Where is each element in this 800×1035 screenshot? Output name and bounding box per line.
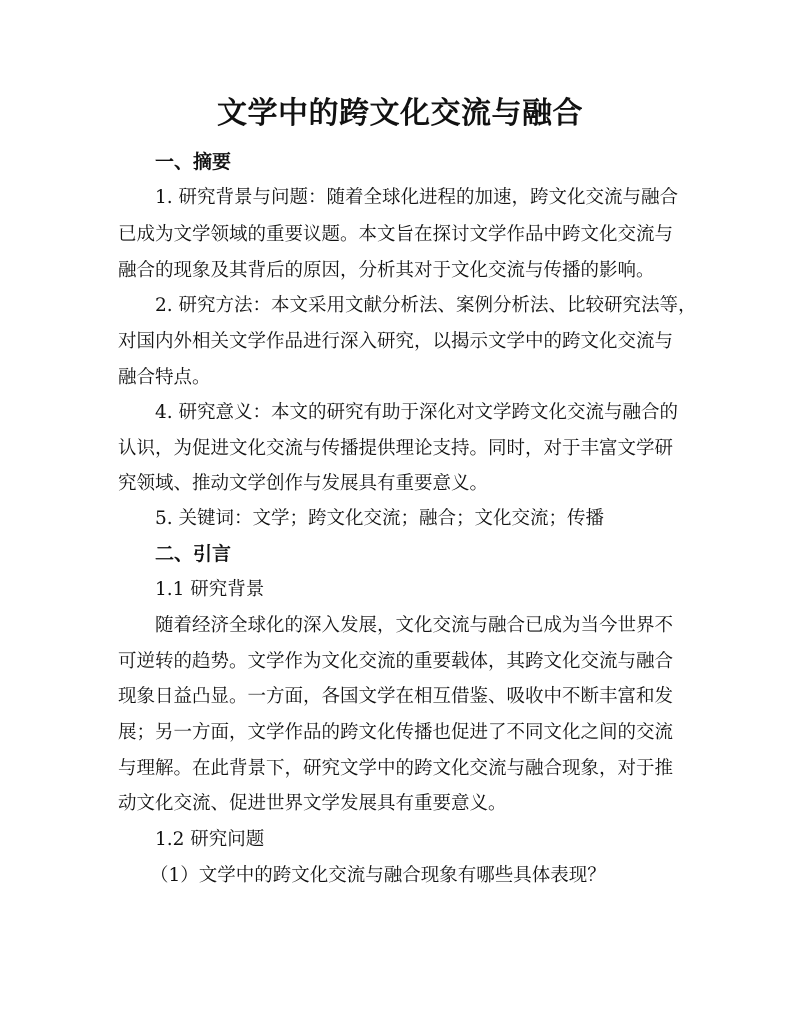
abstract-p1-line1: 1. 研究背景与问题：随着全球化进程的加速，跨文化交流与融合 (155, 187, 679, 208)
background-line2: 可逆转的趋势。文学作为文化交流的重要载体，其跨文化交流与融合 (118, 651, 674, 672)
abstract-p2-line1: 2. 研究方法：本文采用文献分析法、案例分析法、比较研究法等， (155, 295, 697, 316)
section-heading-abstract: 一、摘要 (155, 151, 232, 173)
background-line3: 现象日益凸显。一方面，各国文学在相互借鉴、吸收中不断丰富和发 (118, 686, 674, 707)
abstract-p2-line2: 对国内外相关文学作品进行深入研究，以揭示文学中的跨文化交流与 (118, 331, 674, 352)
background-line6: 动文化交流、促进世界文学发展具有重要意义。 (118, 793, 507, 814)
abstract-p1-line2: 已成为文学领域的重要议题。本文旨在探讨文学作品中跨文化交流与 (118, 224, 674, 245)
background-line4: 展；另一方面，文学作品的跨文化传播也促进了不同文化之间的交流 (118, 722, 674, 743)
abstract-p1-line3: 融合的现象及其背后的原因，分析其对于文化交流与传播的影响。 (118, 260, 655, 281)
abstract-p4-line3: 究领域、推动文学创作与发展具有重要意义。 (118, 473, 489, 494)
section-heading-introduction: 二、引言 (155, 543, 232, 565)
abstract-keywords: 5. 关键词：文学；跨文化交流；融合；文化交流；传播 (155, 508, 605, 529)
subsection-heading-background: 1.1 研究背景 (155, 579, 265, 600)
subsection-heading-questions: 1.2 研究问题 (155, 829, 265, 850)
background-line1: 随着经济全球化的深入发展，文化交流与融合已成为当今世界不 (155, 615, 674, 636)
abstract-p2-line3: 融合特点。 (118, 367, 211, 388)
background-line5: 与理解。在此背景下，研究文学中的跨文化交流与融合现象，对于推 (118, 758, 674, 779)
document-title: 文学中的跨文化交流与融合 (217, 96, 583, 131)
abstract-p4-line2: 认识，为促进文化交流与传播提供理论支持。同时，对于丰富文学研 (118, 438, 674, 459)
research-question-1: （1）文学中的跨文化交流与融合现象有哪些具体表现？ (150, 865, 606, 886)
abstract-p4-line1: 4. 研究意义：本文的研究有助于深化对文学跨文化交流与融合的 (155, 402, 679, 423)
